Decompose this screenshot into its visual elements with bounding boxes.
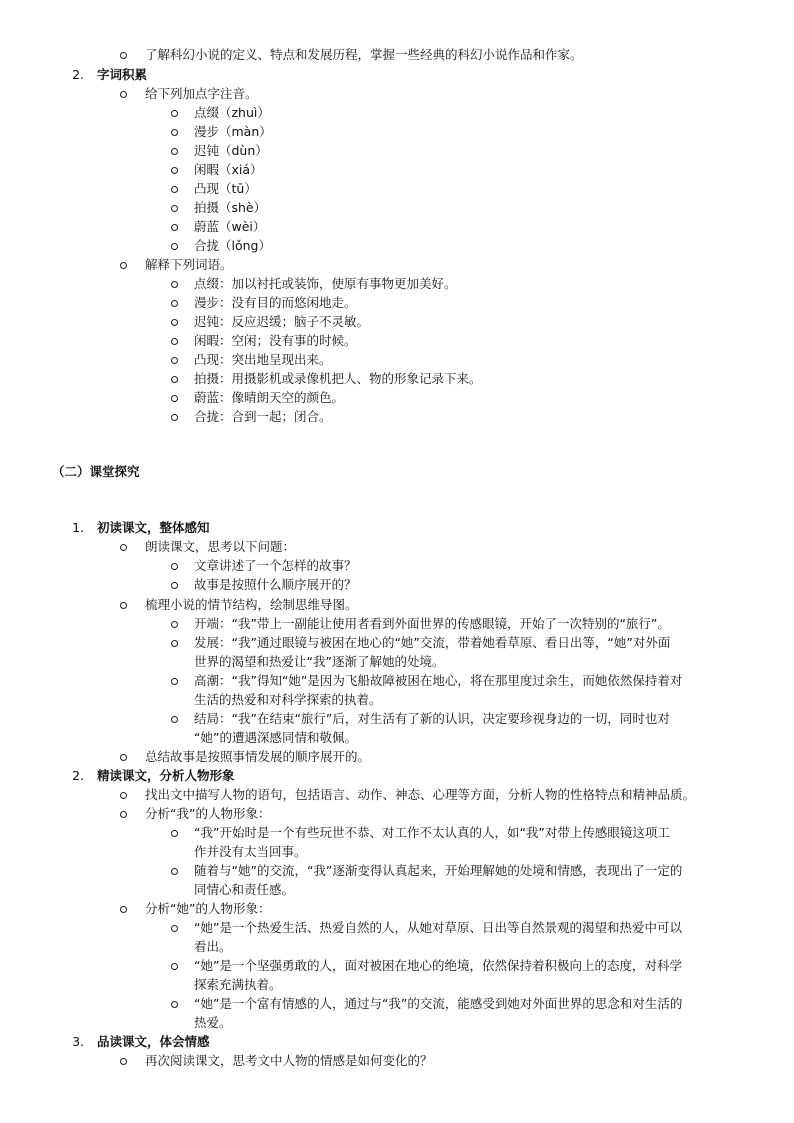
list-number: 2.	[72, 67, 84, 82]
bullet-circle-icon	[120, 262, 127, 269]
list-number: 2.	[72, 768, 84, 783]
list-item-text: 闲暇：空闲；没有事的时候。	[194, 333, 357, 348]
bullet-circle-icon	[171, 582, 178, 589]
bullet-circle-icon	[120, 792, 127, 799]
list-item-text: 合拢：合到一起；闭合。	[194, 409, 332, 424]
list-item-text: 同情心和责任感。	[194, 882, 295, 897]
bullet-circle-icon	[171, 621, 178, 628]
section-heading: （二）课堂探究	[52, 464, 140, 479]
bullet-circle-icon	[171, 1001, 178, 1008]
bullet-circle-icon	[171, 868, 178, 875]
list-heading: 字词积累	[97, 67, 148, 82]
list-item-text: 再次阅读课文，思考文中人物的情感是如何变化的？	[145, 1053, 433, 1068]
bullet-circle-icon	[171, 148, 178, 155]
list-item-text: 凸现：突出地呈现出来。	[194, 352, 332, 367]
bullet-circle-icon	[171, 414, 178, 421]
bullet-circle-icon	[171, 925, 178, 932]
bullet-circle-icon	[120, 754, 127, 761]
bullet-circle-icon	[171, 110, 178, 117]
list-item-text: 开端：“我”带上一副能让使用者看到外面世界的传感眼镜，开始了一次特别的“旅行”。	[194, 616, 670, 631]
list-item-text: 了解科幻小说的定义、特点和发展历程，掌握一些经典的科幻小说作品和作家。	[145, 47, 583, 62]
list-item-text: 世界的渴望和热爱让“我”逐渐了解她的处境。	[194, 654, 445, 669]
bullet-circle-icon	[171, 186, 178, 193]
list-item-text: 迟钝（dùn）	[194, 143, 268, 158]
list-item-text: 闲暇（xiá）	[194, 162, 263, 177]
bullet-circle-icon	[171, 243, 178, 250]
list-item-text: 解释下列词语。	[145, 257, 233, 272]
list-item-text: 朗读课文，思考以下问题：	[145, 539, 296, 554]
bullet-circle-icon	[171, 281, 178, 288]
list-item-text: 拍摄（shè）	[194, 200, 267, 215]
bullet-circle-icon	[120, 811, 127, 818]
bullet-circle-icon	[171, 129, 178, 136]
bullet-circle-icon	[171, 338, 178, 345]
list-item-text: 热爱。	[194, 1015, 232, 1030]
bullet-circle-icon	[171, 357, 178, 364]
bullet-circle-icon	[171, 205, 178, 212]
list-item-text: “她”是一个富有情感的人，通过与“我”的交流，能感受到她对外面世界的思念和对生活的	[194, 996, 683, 1011]
list-item-text: 凸现（tū）	[194, 181, 257, 196]
bullet-circle-icon	[171, 167, 178, 174]
list-item-text: 分析“她”的人物形象：	[145, 901, 271, 916]
bullet-circle-icon	[171, 830, 178, 837]
list-item-text: 迟钝：反应迟缓；脑子不灵敏。	[194, 314, 370, 329]
bullet-circle-icon	[171, 376, 178, 383]
list-heading: 初读课文，整体感知	[97, 520, 210, 535]
bullet-circle-icon	[120, 906, 127, 913]
list-item-text: 拍摄：用摄影机或录像机把人、物的形象记录下来。	[194, 371, 482, 386]
bullet-circle-icon	[171, 224, 178, 231]
list-item-text: 漫步：没有目的而悠闲地走。	[194, 295, 357, 310]
bullet-circle-icon	[120, 52, 127, 59]
list-item-text: 探索充满执着。	[194, 977, 282, 992]
bullet-circle-icon	[171, 395, 178, 402]
list-heading: 精读课文，分析人物形象	[97, 768, 235, 783]
list-item-text: 发展：“我”通过眼镜与被困在地心的“她”交流，带着她看草原、看日出等，“她”对外面	[194, 635, 671, 650]
bullet-circle-icon	[171, 640, 178, 647]
list-item-text: 点缀（zhuì）	[194, 105, 270, 120]
list-item-text: 随着与“她”的交流，“我”逐渐变得认真起来，开始理解她的处境和情感，表现出了一定的	[194, 863, 683, 878]
list-item-text: 结局：“我”在结束“旅行”后，对生活有了新的认识，决定要珍视身边的一切，同时也对	[194, 711, 670, 726]
list-item-text: 蔚蓝：像晴朗天空的颜色。	[194, 390, 345, 405]
list-item-text: 给下列加点字注音。	[145, 86, 258, 101]
bullet-circle-icon	[171, 319, 178, 326]
list-item-text: 看出。	[194, 939, 232, 954]
list-number: 1.	[72, 520, 84, 535]
bullet-circle-icon	[120, 544, 127, 551]
bullet-circle-icon	[171, 678, 178, 685]
bullet-circle-icon	[120, 91, 127, 98]
list-item-text: 漫步（màn）	[194, 124, 272, 139]
list-item-text: 文章讲述了一个怎样的故事？	[194, 558, 357, 573]
list-item-text: 故事是按照什么顺序展开的？	[194, 577, 357, 592]
list-item-text: “她”的遭遇深感同情和敬佩。	[194, 730, 357, 745]
list-item-text: 分析“我”的人物形象：	[145, 806, 271, 821]
list-heading: 品读课文，体会情感	[97, 1034, 210, 1049]
list-item-text: “她”是一个坚强勇敢的人，面对被困在地心的绝境，依然保持着积极向上的态度，对科学	[194, 958, 682, 973]
list-item-text: 作并没有太当回事。	[194, 844, 307, 859]
list-item-text: 生活的热爱和对科学探索的执着。	[194, 692, 382, 707]
list-item-text: 总结故事是按照事情发展的顺序展开的。	[145, 749, 371, 764]
list-item-text: 梳理小说的情节结构，绘制思维导图。	[145, 597, 358, 612]
list-number: 3.	[72, 1034, 84, 1049]
bullet-circle-icon	[120, 1058, 127, 1065]
list-item-text: 合拢（lǒng）	[194, 238, 271, 253]
bullet-circle-icon	[171, 563, 178, 570]
list-item-text: 找出文中描写人物的语句，包括语言、动作、神态、心理等方面，分析人物的性格特点和精神品质。	[145, 787, 696, 802]
list-item-text: “她”是一个热爱生活、热爱自然的人，从她对草原、日出等自然景观的渴望和热爱中可以	[194, 920, 682, 935]
bullet-circle-icon	[171, 716, 178, 723]
list-item-text: 蔚蓝（wèi）	[194, 219, 266, 234]
list-item-text: 点缀：加以衬托或装饰，使原有事物更加美好。	[194, 276, 457, 291]
list-item-text: “我”开始时是一个有些玩世不恭、对工作不太认真的人，如“我”对带上传感眼镜这项工	[194, 825, 670, 840]
bullet-circle-icon	[120, 602, 127, 609]
list-item-text: 高潮：“我”得知“她”是因为飞船故障被困在地心，将在那里度过余生，而她依然保持着对	[194, 673, 683, 688]
bullet-circle-icon	[171, 300, 178, 307]
bullet-circle-icon	[171, 963, 178, 970]
